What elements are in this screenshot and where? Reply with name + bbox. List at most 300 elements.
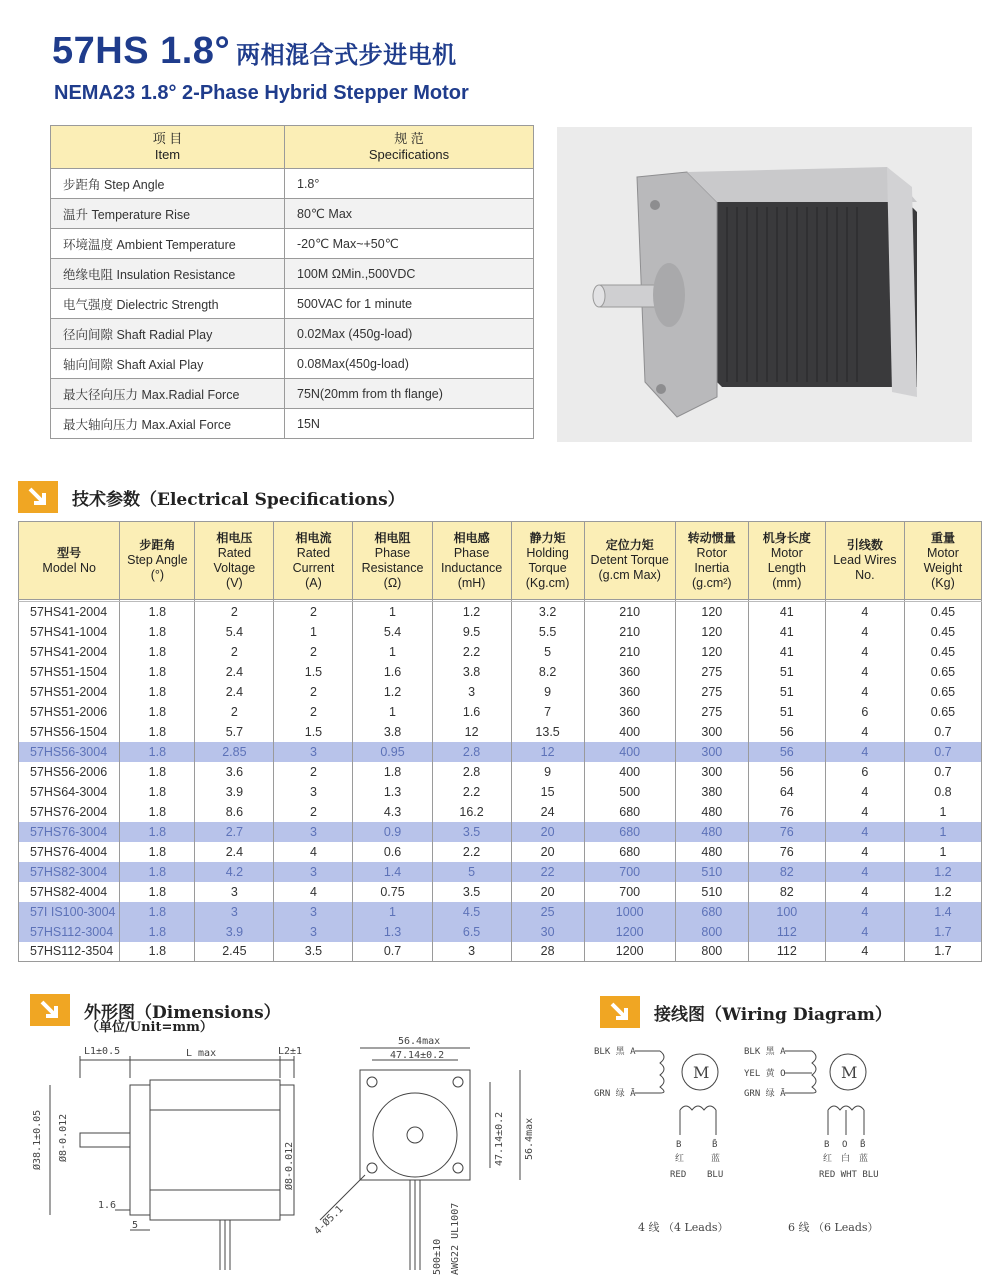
electrical-col-cn: 静力矩: [529, 530, 566, 545]
electrical-col-cn: 引线数: [846, 538, 883, 552]
value-cell: 500: [584, 782, 675, 802]
value-cell: 400: [584, 742, 675, 762]
value-cell: 64: [748, 782, 825, 802]
model-cell: 57HS56-2006: [19, 762, 120, 782]
electrical-col-unit: (°): [150, 568, 165, 582]
model-cell: 57HS82-3004: [19, 862, 120, 882]
dim-lead: 500±10: [432, 1238, 443, 1275]
value-cell: 15: [511, 782, 584, 802]
w6-blu-cn: 蓝: [859, 1154, 869, 1164]
value-cell: 1.8: [120, 682, 195, 702]
value-cell: 680: [584, 822, 675, 842]
value-cell: 0.7: [904, 762, 981, 782]
w4-blu-cn: 蓝: [711, 1154, 721, 1164]
value-cell: 2.4: [195, 842, 274, 862]
value-cell: 4: [825, 782, 904, 802]
electrical-col-cn: 相电感: [453, 530, 490, 545]
value-cell: 30: [511, 922, 584, 942]
value-cell: 0.45: [904, 602, 981, 622]
electrical-col-unit: (A): [305, 575, 322, 590]
value-cell: 1.8: [120, 782, 195, 802]
electrical-row: [19, 642, 982, 662]
w6-bbar: B̄: [860, 1140, 866, 1150]
value-cell: 1.3: [353, 782, 432, 802]
electrical-row: [19, 622, 982, 642]
value-cell: 3.9: [195, 922, 274, 942]
value-cell: 3: [274, 862, 353, 882]
electrical-col-cn: 型号: [57, 545, 82, 560]
value-cell: 1.2: [432, 602, 511, 622]
value-cell: 8.6: [195, 802, 274, 822]
value-cell: 4: [825, 682, 904, 702]
value-cell: 4: [274, 882, 353, 902]
dim-lmax: L max: [186, 1048, 217, 1059]
value-cell: 4: [825, 882, 904, 902]
electrical-col-unit: (Kg.cm): [525, 575, 570, 590]
dim-w564: 56.4max: [398, 1036, 441, 1047]
value-cell: 1.8: [120, 822, 195, 842]
value-cell: 20: [511, 822, 584, 842]
value-cell: 800: [675, 922, 748, 942]
value-cell: 8.2: [511, 662, 584, 682]
value-cell: 0.45: [904, 622, 981, 642]
value-cell: 76: [748, 842, 825, 862]
spec-row: [51, 379, 534, 409]
model-cell: 57HS51-1504: [19, 662, 120, 682]
value-cell: 41: [748, 622, 825, 642]
model-cell: 57HS51-2004: [19, 682, 120, 702]
value-cell: 3: [274, 922, 353, 942]
value-cell: 1.8: [120, 802, 195, 822]
electrical-col-cn: 相电流: [295, 530, 332, 545]
electrical-col-cn: 相电阻: [374, 530, 411, 545]
value-cell: 0.6: [353, 842, 432, 862]
value-cell: 56: [748, 722, 825, 742]
value-cell: 1.8: [120, 642, 195, 662]
value-cell: 400: [584, 722, 675, 742]
model-cell: 57HS82-4004: [19, 882, 120, 902]
value-cell: 2: [274, 702, 353, 722]
dim-awg: AWG22 UL1007: [450, 1202, 461, 1275]
arrow-down-right-icon: [30, 994, 70, 1026]
value-cell: 3: [195, 882, 274, 902]
spec-item: 径向间隙 Shaft Radial Play: [51, 319, 285, 349]
spec-row: [51, 349, 534, 379]
value-cell: 3.5: [432, 822, 511, 842]
motor-m-6: M: [841, 1063, 858, 1082]
value-cell: 360: [584, 702, 675, 722]
electrical-row: [19, 762, 982, 782]
value-cell: 5: [511, 642, 584, 662]
value-cell: 1: [274, 622, 353, 642]
model-cell: 57HS56-1504: [19, 722, 120, 742]
dim-hole: 4-Ø5.1: [312, 1203, 346, 1238]
spec-col-spec-cn: 规 范: [394, 131, 424, 146]
model-cell: 57HS112-3504: [19, 942, 120, 962]
value-cell: 5.4: [195, 622, 274, 642]
electrical-col-unit: (g.cm²): [692, 575, 732, 590]
model-cell: 57HS112-3004: [19, 922, 120, 942]
w4-grn: GRN 绿 Ā: [594, 1089, 636, 1099]
value-cell: 13.5: [511, 722, 584, 742]
value-cell: 1.8: [120, 862, 195, 882]
value-cell: 1.8: [120, 882, 195, 902]
value-cell: 1.3: [353, 922, 432, 942]
electrical-col-header: [584, 522, 675, 600]
dimensions-heading-text: 外形图（Dimensions）: [84, 1002, 281, 1023]
value-cell: 1.2: [904, 862, 981, 882]
w6-caption: 6 线 （6 Leads）: [788, 1221, 879, 1234]
w6-wht-cn: 白: [841, 1154, 851, 1164]
title-model: 57HS 1.8°: [52, 30, 231, 72]
spec-value: 75N(20mm from th flange): [285, 379, 534, 409]
w6-red-cn: 红: [823, 1154, 833, 1164]
value-cell: 82: [748, 862, 825, 882]
value-cell: 16.2: [432, 802, 511, 822]
spec-col-item-en: Item: [154, 147, 181, 162]
electrical-row: [19, 702, 982, 722]
value-cell: 2: [195, 602, 274, 622]
value-cell: 4: [825, 722, 904, 742]
value-cell: 6: [825, 762, 904, 782]
value-cell: 1: [904, 822, 981, 842]
electrical-col-en: Motor Length: [767, 545, 806, 575]
value-cell: 2.4: [195, 682, 274, 702]
value-cell: 510: [675, 862, 748, 882]
value-cell: 1.8: [120, 742, 195, 762]
value-cell: 4: [825, 822, 904, 842]
value-cell: 56: [748, 742, 825, 762]
value-cell: 1: [353, 702, 432, 722]
dim-h4714: 47.14±0.2: [494, 1111, 505, 1166]
value-cell: 1200: [584, 942, 675, 962]
value-cell: 680: [675, 902, 748, 922]
value-cell: 3: [195, 902, 274, 922]
value-cell: 4: [825, 662, 904, 682]
electrical-row: [19, 722, 982, 742]
value-cell: 1.8: [120, 702, 195, 722]
value-cell: 3.5: [274, 942, 353, 962]
electrical-col-cn: 相电压: [216, 530, 253, 545]
value-cell: 24: [511, 802, 584, 822]
value-cell: 4: [825, 602, 904, 622]
electrical-row: [19, 942, 982, 962]
value-cell: 680: [584, 842, 675, 862]
value-cell: 1.5: [274, 662, 353, 682]
w6-blk: BLK 黑 A: [744, 1047, 786, 1057]
electrical-col-cn: 定位力矩: [605, 538, 654, 552]
value-cell: 1.7: [904, 922, 981, 942]
electrical-col-header: [195, 522, 274, 600]
model-cell: 57HS76-4004: [19, 842, 120, 862]
w4-red: RED: [670, 1170, 687, 1180]
electrical-col-en: Rotor Inertia: [694, 545, 730, 575]
value-cell: 1.2: [904, 882, 981, 902]
electrical-col-header: [675, 522, 748, 600]
electrical-row: [19, 902, 982, 922]
value-cell: 76: [748, 802, 825, 822]
electrical-row: [19, 682, 982, 702]
value-cell: 4: [274, 842, 353, 862]
electrical-col-header: [904, 522, 981, 600]
value-cell: 3.2: [511, 602, 584, 622]
title-cn: 两相混合式步进电机: [236, 41, 457, 69]
value-cell: 360: [584, 682, 675, 702]
value-cell: 2.4: [195, 662, 274, 682]
electrical-col-en: Rated Voltage: [213, 545, 256, 575]
electrical-col-unit: (mm): [772, 575, 802, 590]
w6-rwb: RED WHT BLU: [819, 1170, 879, 1180]
value-cell: 3.9: [195, 782, 274, 802]
w6-grn: GRN 绿 Ā: [744, 1089, 786, 1099]
wiring-heading: [600, 996, 892, 1028]
electrical-row: [19, 862, 982, 882]
electrical-col-cn: 重量: [930, 530, 955, 545]
spec-row: [51, 289, 534, 319]
model-cell: 57HS41-1004: [19, 622, 120, 642]
w4-blu: BLU: [707, 1170, 724, 1180]
electrical-col-header: [120, 522, 195, 600]
electrical-col-header: [748, 522, 825, 600]
value-cell: 12: [511, 742, 584, 762]
value-cell: 2: [195, 642, 274, 662]
value-cell: 3: [274, 822, 353, 842]
model-cell: 57I IS100-3004: [19, 902, 120, 922]
electrical-heading: [18, 481, 405, 513]
electrical-col-header: [432, 522, 511, 600]
value-cell: 4.2: [195, 862, 274, 882]
value-cell: 2.85: [195, 742, 274, 762]
dim-w4714: 47.14±0.2: [390, 1050, 445, 1061]
value-cell: 1.4: [353, 862, 432, 882]
electrical-row: [19, 842, 982, 862]
value-cell: 1.8: [120, 842, 195, 862]
value-cell: 3: [274, 782, 353, 802]
value-cell: 51: [748, 702, 825, 722]
electrical-col-en: Model No: [42, 560, 96, 575]
electrical-col-header: [19, 522, 120, 600]
value-cell: 380: [675, 782, 748, 802]
value-cell: 275: [675, 662, 748, 682]
value-cell: 1.8: [120, 942, 195, 962]
electrical-col-en: Rated Current: [292, 545, 335, 575]
value-cell: 1.8: [353, 762, 432, 782]
value-cell: 56: [748, 762, 825, 782]
value-cell: 6.5: [432, 922, 511, 942]
spec-row: [51, 319, 534, 349]
value-cell: 5.4: [353, 622, 432, 642]
electrical-col-header: [511, 522, 584, 600]
value-cell: 4: [825, 902, 904, 922]
arrow-down-right-icon: [18, 481, 58, 513]
spec-value: 15N: [285, 409, 534, 439]
electrical-col-en: Holding Torque: [526, 545, 569, 575]
electrical-col-unit: (V): [226, 575, 243, 590]
w4-caption: 4 线 （4 Leads）: [638, 1221, 729, 1234]
model-cell: 57HS64-3004: [19, 782, 120, 802]
dim-d8b: Ø8-0.012: [284, 1141, 295, 1190]
value-cell: 1: [904, 802, 981, 822]
spec-row: [51, 199, 534, 229]
dim-5: 5: [132, 1220, 139, 1231]
electrical-heading-text: 技术参数（Electrical Specifications）: [72, 489, 405, 510]
value-cell: 4: [825, 942, 904, 962]
value-cell: 275: [675, 682, 748, 702]
spec-body: [51, 169, 534, 439]
value-cell: 1: [353, 902, 432, 922]
electrical-row: [19, 922, 982, 942]
value-cell: 4: [825, 642, 904, 662]
spec-item: 步距角 Step Angle: [51, 169, 285, 199]
spec-value: 80℃ Max: [285, 199, 534, 229]
electrical-body: [19, 600, 982, 962]
value-cell: 4: [825, 842, 904, 862]
value-cell: 480: [675, 822, 748, 842]
value-cell: 1.6: [432, 702, 511, 722]
page-title: [52, 30, 457, 73]
value-cell: 0.65: [904, 682, 981, 702]
spec-row: [51, 259, 534, 289]
electrical-col-header: [353, 522, 432, 600]
value-cell: 112: [748, 942, 825, 962]
value-cell: 4.3: [353, 802, 432, 822]
value-cell: 0.45: [904, 642, 981, 662]
model-cell: 57HS51-2006: [19, 702, 120, 722]
value-cell: 0.7: [904, 742, 981, 762]
w6-yel: YEL 黄 O: [744, 1069, 786, 1079]
motor-photo: [557, 127, 972, 442]
dim-h564: 56.4max: [524, 1117, 535, 1160]
value-cell: 2.2: [432, 642, 511, 662]
value-cell: 700: [584, 882, 675, 902]
value-cell: 20: [511, 842, 584, 862]
w4-red-cn: 红: [675, 1154, 685, 1164]
model-cell: 57HS56-3004: [19, 742, 120, 762]
wiring-heading-text: 接线图（Wiring Diagram）: [654, 1004, 892, 1025]
value-cell: 1.8: [120, 762, 195, 782]
value-cell: 0.9: [353, 822, 432, 842]
value-cell: 1.8: [120, 902, 195, 922]
value-cell: 210: [584, 602, 675, 622]
electrical-row: [19, 662, 982, 682]
value-cell: 1.8: [120, 662, 195, 682]
value-cell: 1200: [584, 922, 675, 942]
model-cell: 57HS76-3004: [19, 822, 120, 842]
value-cell: 28: [511, 942, 584, 962]
value-cell: 76: [748, 822, 825, 842]
value-cell: 510: [675, 882, 748, 902]
page-subtitle: NEMA23 1.8° 2-Phase Hybrid Stepper Motor: [54, 82, 469, 104]
motor-illustration: [557, 127, 972, 442]
electrical-col-unit: (Kg): [931, 575, 955, 590]
value-cell: 210: [584, 622, 675, 642]
model-cell: 57HS76-2004: [19, 802, 120, 822]
w4-blk: BLK 黑 A: [594, 1047, 636, 1057]
value-cell: 400: [584, 762, 675, 782]
dim-d8a: Ø8-0.012: [58, 1113, 69, 1162]
electrical-row: [19, 782, 982, 802]
electrical-col-unit: (Ω): [383, 575, 402, 590]
value-cell: 4: [825, 742, 904, 762]
value-cell: 1: [353, 602, 432, 622]
w4-b: B: [676, 1140, 682, 1150]
spec-col-item: [51, 126, 285, 169]
electrical-col-en: Phase Resistance: [361, 545, 424, 575]
value-cell: 51: [748, 682, 825, 702]
value-cell: 800: [675, 942, 748, 962]
value-cell: 300: [675, 722, 748, 742]
value-cell: 3.8: [432, 662, 511, 682]
electrical-table: [18, 521, 982, 962]
value-cell: 480: [675, 802, 748, 822]
electrical-header-row: [19, 522, 982, 600]
value-cell: 2: [274, 642, 353, 662]
w6-b: B: [824, 1140, 830, 1150]
value-cell: 1.5: [274, 722, 353, 742]
value-cell: 2.2: [432, 782, 511, 802]
spec-value: 0.02Max (450g-load): [285, 319, 534, 349]
value-cell: 300: [675, 762, 748, 782]
spec-item: 环境温度 Ambient Temperature: [51, 229, 285, 259]
spec-value: 500VAC for 1 minute: [285, 289, 534, 319]
value-cell: 1: [353, 642, 432, 662]
value-cell: 41: [748, 602, 825, 622]
electrical-col-en: Detent Torque: [590, 553, 669, 567]
electrical-col-en: Phase Inductance: [440, 545, 503, 575]
value-cell: 112: [748, 922, 825, 942]
electrical-col-cn: 机身长度: [762, 530, 811, 545]
model-cell: 57HS41-2004: [19, 602, 120, 622]
value-cell: 210: [584, 642, 675, 662]
electrical-col-cn: 转动惯量: [687, 530, 736, 545]
value-cell: 9.5: [432, 622, 511, 642]
value-cell: 120: [675, 602, 748, 622]
value-cell: 5.7: [195, 722, 274, 742]
value-cell: 2.45: [195, 942, 274, 962]
motor-m-4: M: [693, 1063, 710, 1082]
electrical-col-unit: (g.cm Max): [598, 568, 661, 582]
dimension-drawing: [20, 1030, 580, 1280]
spec-col-item-cn: 项 目: [152, 131, 183, 146]
value-cell: 51: [748, 662, 825, 682]
value-cell: 0.65: [904, 702, 981, 722]
value-cell: 1.8: [120, 602, 195, 622]
value-cell: 2.8: [432, 762, 511, 782]
value-cell: 82: [748, 882, 825, 902]
value-cell: 1.8: [120, 722, 195, 742]
value-cell: 3: [274, 742, 353, 762]
value-cell: 480: [675, 842, 748, 862]
value-cell: 41: [748, 642, 825, 662]
spec-item: 轴向间隙 Shaft Axial Play: [51, 349, 285, 379]
value-cell: 3.8: [353, 722, 432, 742]
value-cell: 0.65: [904, 662, 981, 682]
value-cell: 2: [274, 682, 353, 702]
spec-row: [51, 229, 534, 259]
value-cell: 120: [675, 642, 748, 662]
electrical-row: [19, 602, 982, 622]
value-cell: 5: [432, 862, 511, 882]
electrical-row: [19, 802, 982, 822]
spec-table: [50, 125, 534, 439]
value-cell: 0.95: [353, 742, 432, 762]
spec-row: [51, 409, 534, 439]
value-cell: 4: [825, 622, 904, 642]
spec-item: 温升 Temperature Rise: [51, 199, 285, 229]
spec-item: 最大径向压力 Max.Radial Force: [51, 379, 285, 409]
value-cell: 120: [675, 622, 748, 642]
value-cell: 300: [675, 742, 748, 762]
